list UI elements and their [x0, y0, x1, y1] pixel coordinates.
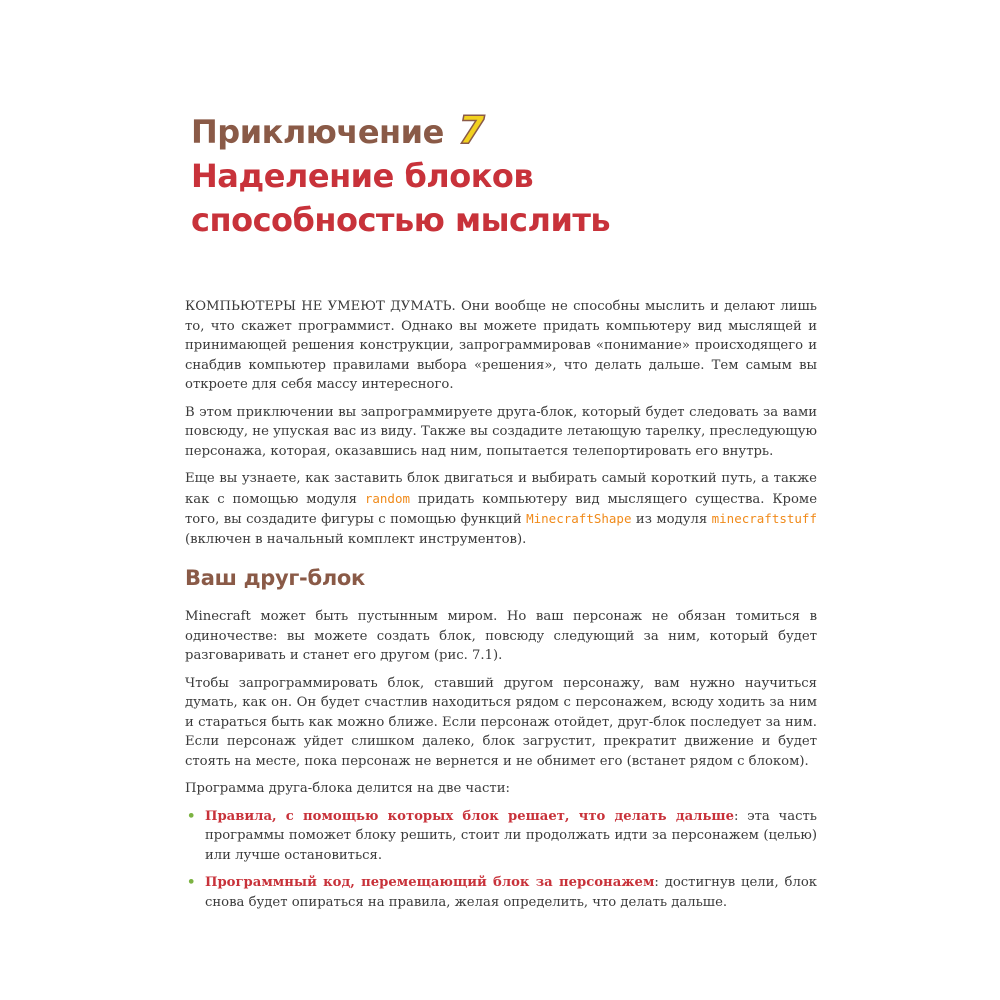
chapter-label-line	[191, 108, 691, 154]
bullet-bold-term: Программный код, перемещающий блок за персонажем	[205, 875, 655, 890]
bullet-item	[185, 873, 817, 912]
intro-p1-text: Они вообще не способны мыслить и делают лишь то, что скажет программист. Однако вы можете придать компьютеру вид мыслящей и принимающей решения конструкции, запрограммировав «понимание» происходящего и снабдив компьютер правилами выбора «решения», что делать дальше. Тем самым вы откроете для себя массу интересного.	[185, 299, 817, 392]
intro-lead: КОМПЬЮТЕРЫ НЕ УМЕЮТ ДУМАТЬ.	[185, 299, 456, 314]
intro-p3-text-b: придать компьютеру вид мыслящего существа. Кроме того, вы создадите фигуры с помощью функций	[185, 491, 817, 527]
intro-paragraph-3	[185, 469, 817, 549]
chapter-label: Приключение	[191, 113, 444, 151]
bullet-text: : достигнув цели, блок снова будет опираться на правила, желая определить, что делать дальше.	[205, 875, 818, 910]
bullet-item	[185, 807, 817, 866]
intro-p3-text-c: из модуля	[631, 512, 712, 527]
bullet-list	[185, 807, 817, 913]
chapter-number: 7	[458, 108, 485, 152]
section-text	[185, 607, 817, 920]
section-paragraph-3: Программа друга-блока делится на две части:	[185, 781, 510, 796]
intro-text	[185, 297, 817, 557]
code-minecraftstuff: minecraftstuff	[711, 511, 817, 526]
code-random: random	[364, 490, 410, 506]
bullet-icon: •	[187, 875, 196, 890]
chapter-title-line2: способностью мыслить	[191, 201, 611, 239]
section-heading: Ваш друг-блок	[185, 566, 365, 590]
intro-p3-text-d: (включен в начальный комплект инструментов).	[185, 531, 527, 547]
bullet-icon: •	[187, 808, 196, 824]
bullet-text: : эта часть программы поможет блоку решить, стоит ли продолжать идти за персонажем (целью) или лучше остановиться.	[205, 808, 817, 863]
intro-paragraph-1	[185, 297, 817, 395]
section-paragraph-1: Minecraft может быть пустынным миром. Но ваш персонаж не обязан томиться в одиночестве: вы можете создать блок, повсюду следующий за ним, который будет разговаривать и станет его другом (рис. 7.1).	[185, 609, 817, 663]
section-paragraph-2: Чтобы запрограммировать блок, ставший другом персонажу, вам нужно научиться думать, как он. Он будет счастлив находиться рядом с персонажем, всюду ходить за ним и стараться быть как можно ближе. Если персонаж отойдет, друг-блок последует за ним. Если персонаж уйдет слишком далеко, блок загрустит, прекратит движение и будет стоять на месте, пока персонаж не вернется и не обнимет его (встанет рядом с блоком).	[185, 675, 817, 769]
code-minecraftshape: MinecraftShape	[526, 511, 632, 526]
intro-p3-text-a: Еще вы узнаете, как заставить блок двигаться и выбирать самый короткий путь, а также как с помощью модуля	[185, 471, 817, 507]
chapter-title	[191, 108, 691, 242]
bullet-bold-term: Правила, с помощью которых блок решает, что делать дальше	[205, 808, 734, 824]
intro-paragraph-2: В этом приключении вы запрограммируете друга-блок, который будет следовать за вами повсюду, не упуская вас из виду. Также вы создадите летающую тарелку, преследующую персонажа, которая, оказавшись над ним, попытается телепортировать его внутрь.	[185, 404, 817, 459]
chapter-title-line1: Наделение блоков	[191, 157, 534, 195]
